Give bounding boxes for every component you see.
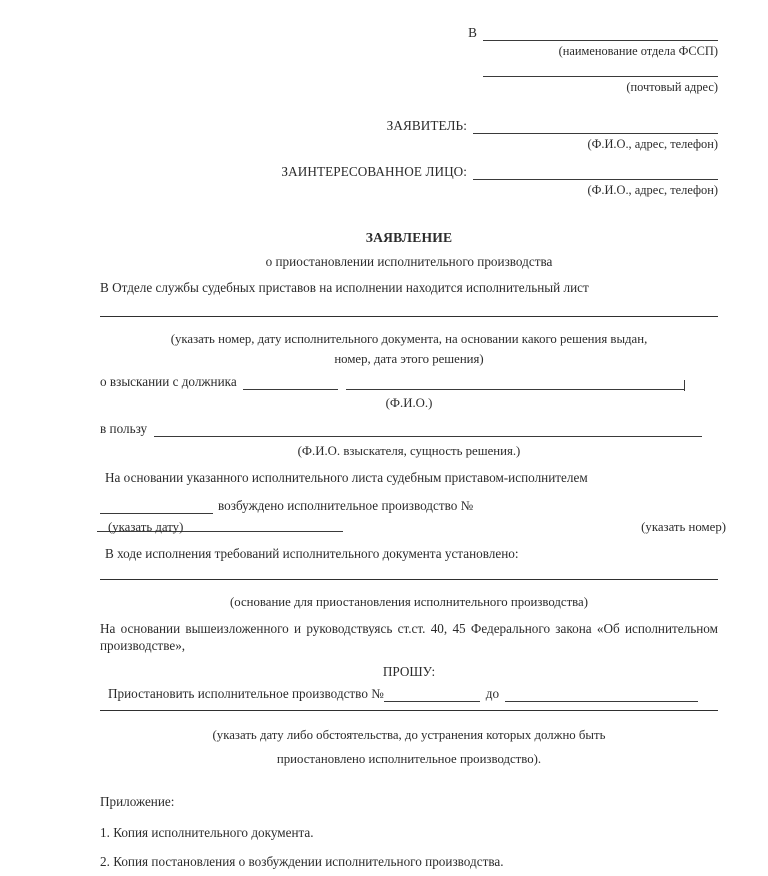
writ-caption-line-2: номер, дата этого решения) bbox=[334, 352, 484, 366]
applicant-row bbox=[100, 117, 718, 134]
interested-party-blank-line[interactable] bbox=[473, 179, 718, 180]
request-line-prefix: Приостановить исполнительное производство № bbox=[108, 686, 384, 701]
debtor-blank-short[interactable] bbox=[243, 377, 338, 391]
proceeding-date-blank[interactable] bbox=[100, 501, 213, 515]
proceeding-text: возбуждено исполнительное производство № bbox=[218, 498, 474, 513]
addressee-block bbox=[100, 24, 718, 60]
writ-caption-line-1: (указать номер, дату исполнительного документа, на основании какого решения выдан, bbox=[170, 332, 648, 346]
debtor-label: о взыскании с должника bbox=[100, 374, 237, 389]
beneficiary-label: в пользу bbox=[100, 421, 148, 436]
interested-party-caption: (Ф.И.О., адрес, телефон) bbox=[587, 183, 718, 198]
addressee-blank-line[interactable] bbox=[483, 40, 718, 41]
interested-party-label: ЗАИНТЕРЕСОВАННОЕ ЛИЦО: bbox=[281, 164, 467, 179]
applicant-label: ЗАЯВИТЕЛЬ: bbox=[386, 118, 467, 133]
beneficiary-caption: (Ф.И.О. взыскателя, сущность решения.) bbox=[297, 444, 521, 458]
established-line: В ходе исполнения требований исполнительного документа установлено: bbox=[105, 546, 519, 561]
postal-address-blank-line[interactable] bbox=[483, 76, 718, 77]
attachment-item-1: 1. Копия исполнительного документа. bbox=[100, 825, 314, 840]
attachment-item-2: 2. Копия постановления о возбуждении исполнительного производства. bbox=[100, 854, 504, 869]
department-caption: (наименование отдела ФССП) bbox=[558, 44, 718, 59]
grounds-blank-line[interactable] bbox=[100, 579, 718, 580]
cell-border-tick bbox=[684, 380, 685, 391]
document-subtitle: о приостановлении исполнительного производства bbox=[265, 254, 553, 269]
request-heading: ПРОШУ: bbox=[382, 664, 436, 679]
legal-basis-paragraph: На основании вышеизложенного и руководствуясь ст.ст. 40, 45 Федерального закона «Об исполнительном производстве», bbox=[100, 621, 718, 654]
request-number-blank[interactable] bbox=[384, 689, 480, 703]
applicant-caption: (Ф.И.О., адрес, телефон) bbox=[587, 137, 718, 152]
request-continuation-blank-line[interactable] bbox=[100, 710, 718, 711]
intro-paragraph: В Отделе службы судебных приставов на исполнении находится исполнительный лист bbox=[100, 280, 589, 295]
request-until-blank[interactable] bbox=[505, 689, 698, 703]
number-hint: (указать номер) bbox=[641, 520, 726, 534]
beneficiary-blank-line[interactable] bbox=[154, 424, 702, 438]
document-title-visible: ЗАЯВЛЕНИЕ bbox=[365, 230, 453, 245]
applicant-blank-line[interactable] bbox=[473, 133, 718, 134]
request-row bbox=[100, 685, 726, 702]
debtor-row bbox=[100, 373, 718, 390]
interested-party-row bbox=[100, 163, 718, 180]
interested-party-block bbox=[100, 163, 718, 199]
postal-address-block bbox=[100, 76, 718, 95]
postal-address-caption: (почтовый адрес) bbox=[626, 80, 718, 94]
grounds-caption: (основание для приостановления исполнительного производства) bbox=[230, 595, 588, 609]
proceeding-hints bbox=[100, 519, 768, 536]
applicant-block bbox=[100, 117, 718, 153]
date-hint: (указать дату) bbox=[108, 520, 184, 534]
addressee-label: В bbox=[468, 25, 477, 40]
attachments-heading: Приложение: bbox=[100, 794, 175, 809]
debtor-caption: (Ф.И.О.) bbox=[385, 396, 433, 410]
beneficiary-row bbox=[100, 420, 718, 437]
request-caption-line-2: приостановлено исполнительное производство). bbox=[276, 752, 542, 766]
addressee-row bbox=[100, 24, 718, 41]
request-line-middle: до bbox=[485, 686, 500, 701]
writ-details-blank-line[interactable] bbox=[100, 316, 718, 317]
bailiff-line: На основании указанного исполнительного листа судебным приставом-исполнителем bbox=[105, 470, 588, 485]
request-caption-line-1: (указать дату либо обстоятельства, до устранения которых должно быть bbox=[212, 728, 606, 742]
debtor-blank-long[interactable] bbox=[346, 377, 684, 391]
